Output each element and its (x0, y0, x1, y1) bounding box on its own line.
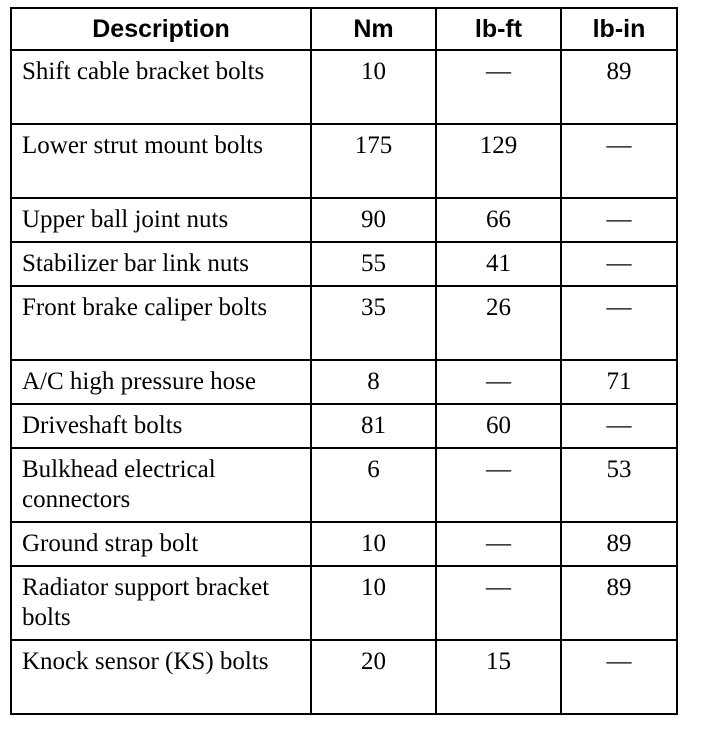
lbft-cell: 66 (436, 198, 561, 242)
nm-cell: 35 (311, 286, 436, 360)
lbft-cell: 26 (436, 286, 561, 360)
header-nm: Nm (311, 8, 436, 50)
table-row (11, 286, 677, 360)
lbin-cell: — (561, 198, 677, 242)
lbin-cell: — (561, 286, 677, 360)
header-lbft: lb-ft (436, 8, 561, 50)
header-row (11, 8, 677, 50)
lbft-cell: — (436, 50, 561, 124)
torque-spec-table (10, 7, 678, 715)
lbft-cell: 60 (436, 404, 561, 448)
description-cell: Shift cable bracket bolts (11, 50, 311, 124)
description-cell: Radiator support bracket bolts (11, 566, 311, 640)
nm-cell: 8 (311, 360, 436, 404)
lbft-cell: 41 (436, 242, 561, 286)
table-row (11, 448, 677, 522)
nm-cell: 90 (311, 198, 436, 242)
description-cell: A/C high pressure hose (11, 360, 311, 404)
lbin-cell: — (561, 404, 677, 448)
header-description: Description (11, 8, 311, 50)
table-row (11, 404, 677, 448)
lbft-cell: 129 (436, 124, 561, 198)
lbft-cell: — (436, 360, 561, 404)
nm-cell: 55 (311, 242, 436, 286)
nm-cell: 10 (311, 566, 436, 640)
table-row (11, 242, 677, 286)
description-cell: Bulkhead electrical connectors (11, 448, 311, 522)
nm-cell: 10 (311, 50, 436, 124)
description-cell: Ground strap bolt (11, 522, 311, 566)
nm-cell: 175 (311, 124, 436, 198)
description-cell: Front brake caliper bolts (11, 286, 311, 360)
lbin-cell: 89 (561, 50, 677, 124)
description-cell: Upper ball joint nuts (11, 198, 311, 242)
lbin-cell: 53 (561, 448, 677, 522)
lbft-cell: 15 (436, 640, 561, 714)
lbin-cell: 71 (561, 360, 677, 404)
nm-cell: 20 (311, 640, 436, 714)
description-cell: Knock sensor (KS) bolts (11, 640, 311, 714)
header-lbin: lb-in (561, 8, 677, 50)
table-row (11, 522, 677, 566)
lbin-cell: 89 (561, 566, 677, 640)
lbft-cell: — (436, 448, 561, 522)
lbin-cell: — (561, 640, 677, 714)
lbin-cell: — (561, 124, 677, 198)
table-row (11, 360, 677, 404)
table-row (11, 566, 677, 640)
nm-cell: 10 (311, 522, 436, 566)
lbin-cell: 89 (561, 522, 677, 566)
lbin-cell: — (561, 242, 677, 286)
description-cell: Driveshaft bolts (11, 404, 311, 448)
table-row (11, 124, 677, 198)
description-cell: Lower strut mount bolts (11, 124, 311, 198)
nm-cell: 81 (311, 404, 436, 448)
nm-cell: 6 (311, 448, 436, 522)
lbft-cell: — (436, 522, 561, 566)
table-row (11, 640, 677, 714)
table-row (11, 198, 677, 242)
lbft-cell: — (436, 566, 561, 640)
table-row (11, 50, 677, 124)
description-cell: Stabilizer bar link nuts (11, 242, 311, 286)
